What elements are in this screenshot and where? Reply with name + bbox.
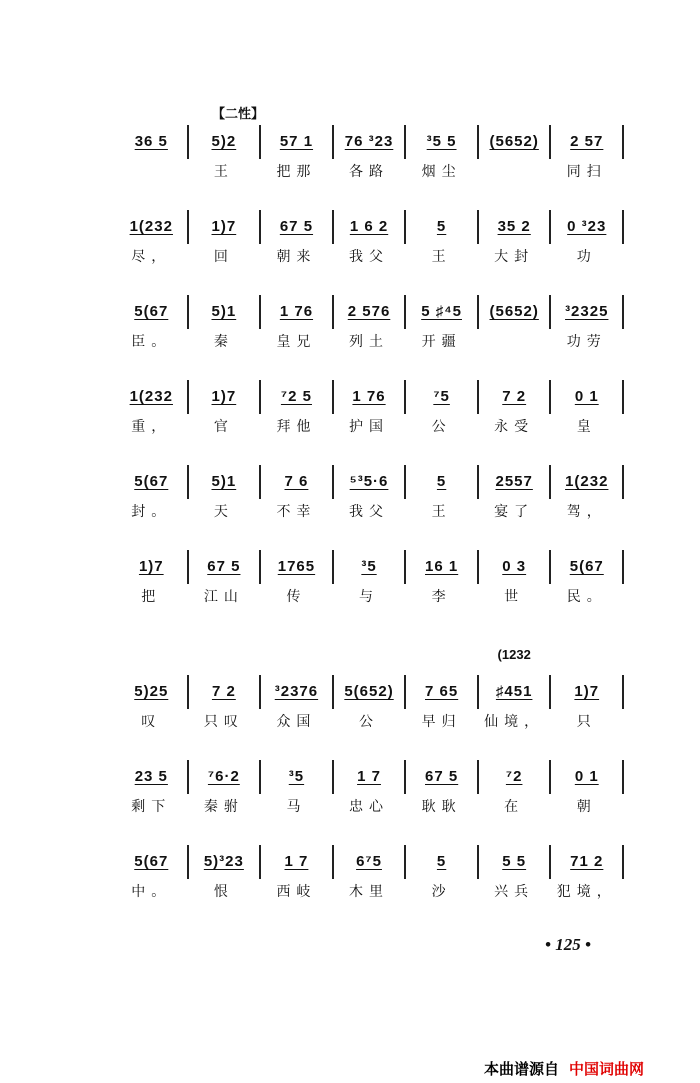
score-line	[116, 380, 624, 450]
measure	[551, 210, 624, 265]
measure	[479, 845, 552, 900]
measure-lyric: 仙境，	[484, 714, 545, 730]
measure-notes: 57 1	[279, 133, 314, 150]
measure-notes: 7 2	[502, 388, 527, 405]
measure	[261, 550, 334, 605]
measure	[479, 295, 552, 329]
measure-notes: ³5	[288, 768, 305, 785]
measure-notes: ³5 5	[426, 133, 457, 150]
measure	[479, 125, 552, 159]
measure-notes: 5)³23	[203, 853, 244, 870]
page-number: • 125 •	[545, 935, 591, 954]
measure-notes: 1(232	[129, 388, 173, 405]
measure-notes: (5652)	[489, 133, 539, 150]
measure	[189, 125, 262, 180]
measure-notes: 1(232	[129, 218, 173, 235]
measure-notes: 1 76	[279, 303, 314, 320]
measure	[406, 210, 479, 265]
measure-notes: 7 65	[425, 683, 459, 700]
measure	[334, 550, 407, 605]
measure-lyric: 王	[431, 249, 452, 265]
measure-notes: 36 5	[134, 133, 168, 150]
measure	[261, 125, 334, 180]
measure-notes: 0 1	[574, 388, 599, 405]
measure-lyric: 世	[504, 589, 525, 605]
measure-notes: ⁷2	[505, 768, 523, 785]
measure-lyric: 朝	[576, 799, 597, 815]
score-line	[116, 845, 624, 915]
measure-lyric: 马	[286, 799, 307, 815]
measure	[116, 845, 189, 900]
measure-lyric: 列土	[349, 334, 390, 350]
measure-notes: 0 1	[574, 768, 599, 785]
measure-lyric: 民。	[566, 589, 607, 605]
measure-lyric: 秦驸	[203, 799, 244, 815]
measure-notes: 6⁷5	[356, 853, 382, 870]
measure-notes: 5 ♯⁴5	[421, 303, 462, 320]
measure	[551, 845, 624, 900]
measure-notes: (5652)	[489, 303, 539, 320]
measure-notes: 5(67	[134, 473, 169, 490]
measure-lyric: 尽，	[131, 249, 172, 265]
measure-notes: 1 7	[284, 853, 309, 870]
measure	[551, 380, 624, 435]
measure-notes: 5	[436, 218, 447, 235]
measure-lyric: 把那	[276, 164, 317, 180]
measure-notes: ⁵³5·6	[349, 473, 389, 490]
measure	[551, 675, 624, 730]
measure-notes: 67 5	[279, 218, 314, 235]
measure-notes: 0 ³23	[567, 218, 607, 235]
measure-lyric: 朝来	[276, 249, 317, 265]
measure-notes: 1765	[277, 558, 316, 575]
footer	[484, 1058, 644, 1079]
measure-notes: 1 7	[357, 768, 381, 785]
measure-notes: 5 5	[502, 853, 527, 870]
measure	[334, 845, 407, 900]
measure-notes: 0 3	[502, 558, 527, 575]
score-line	[116, 550, 624, 620]
measure-lyric: 重，	[131, 419, 172, 435]
measure	[479, 647, 552, 730]
score-line	[116, 210, 624, 280]
measure-notes: ³2325	[565, 303, 609, 320]
measure-notes: 2 576	[347, 303, 391, 320]
measure-notes: 1)7	[211, 218, 237, 235]
measure-lyric: 功劳	[566, 334, 607, 350]
measure-notes: 67 5	[425, 768, 459, 785]
measure-notes: 23 5	[134, 768, 168, 785]
measure-lyric: 回	[213, 249, 234, 265]
measure	[479, 380, 552, 435]
measure	[551, 125, 624, 180]
measure-lyric: 忠心	[349, 799, 390, 815]
footer-source-text: 本曲谱源自	[484, 1060, 560, 1078]
measure-notes: 2557	[495, 473, 533, 490]
measure-notes: ⁷6·2	[207, 768, 240, 785]
measure-lyric: 天	[213, 504, 234, 520]
measure	[406, 760, 479, 815]
measure	[479, 550, 552, 605]
measure	[189, 210, 262, 265]
section-heading: 【二性】	[212, 107, 265, 122]
measure	[189, 550, 262, 605]
measure-lyric: 中。	[131, 884, 172, 900]
measure-notes: 1(232	[565, 473, 609, 490]
score-line	[116, 465, 624, 535]
measure-lyric: 早归	[421, 714, 462, 730]
measure	[261, 465, 334, 520]
measure-notes: 1 76	[352, 388, 386, 405]
measure-lyric: 永受	[494, 419, 535, 435]
measure-lyric: 叹	[141, 714, 162, 730]
measure-notes: 7 6	[284, 473, 309, 490]
measure	[334, 295, 407, 350]
measure	[189, 675, 262, 730]
measure-notes: 5	[436, 853, 447, 870]
measure-notes: 1 6 2	[349, 218, 389, 235]
measure-lyric: 皇兄	[276, 334, 317, 350]
measure	[406, 295, 479, 350]
measure-notes: 1)7	[574, 683, 600, 700]
measure	[189, 760, 262, 815]
measure	[189, 295, 262, 350]
measure	[116, 380, 189, 435]
measure	[261, 380, 334, 435]
measure-lyric: 只叹	[203, 714, 244, 730]
measure-lyric: 各路	[349, 164, 390, 180]
measure-notes: 5	[436, 473, 447, 490]
measure	[334, 675, 407, 730]
measure-lyric: 传	[286, 589, 307, 605]
measure-lyric: 众国	[276, 714, 317, 730]
measure	[261, 210, 334, 265]
measure-lyric: 我父	[349, 504, 390, 520]
measure-annotation: (1232	[497, 647, 531, 662]
measure-lyric: 在	[504, 799, 525, 815]
measure-notes: 5)25	[134, 683, 169, 700]
measure-lyric: 木里	[349, 884, 390, 900]
measure-lyric: 江山	[203, 589, 244, 605]
measure-notes: 76 ³23	[344, 133, 394, 150]
measure	[261, 760, 334, 815]
measure-lyric: 官	[213, 419, 234, 435]
measure	[334, 210, 407, 265]
measure-lyric: 西岐	[276, 884, 317, 900]
measure	[116, 125, 189, 159]
measure-lyric: 拜他	[276, 419, 317, 435]
measure	[551, 295, 624, 350]
measure	[406, 125, 479, 180]
measure-notes: ³5	[361, 558, 377, 575]
measure	[479, 465, 552, 520]
measure	[334, 465, 407, 520]
measure-lyric: 秦	[213, 334, 234, 350]
measure	[116, 760, 189, 815]
measure-notes: ⁷5	[433, 388, 450, 405]
measure	[406, 845, 479, 900]
measure-notes: 7 2	[211, 683, 236, 700]
measure-lyric: 烟尘	[421, 164, 462, 180]
measure	[261, 675, 334, 730]
score-line	[116, 125, 624, 195]
measure-lyric: 恨	[213, 884, 234, 900]
measure-lyric: 剩下	[131, 799, 172, 815]
measure-notes: 5(67	[569, 558, 604, 575]
measure	[334, 760, 407, 815]
measure	[406, 380, 479, 435]
measure	[479, 210, 552, 265]
measure-lyric: 封。	[131, 504, 172, 520]
measure-lyric: 只	[576, 714, 597, 730]
measure	[116, 295, 189, 350]
measure-notes: 5)1	[211, 473, 237, 490]
measure-lyric: 与	[359, 589, 380, 605]
measure	[551, 550, 624, 605]
measure-lyric: 护国	[349, 419, 390, 435]
measure	[116, 465, 189, 520]
measure	[189, 465, 262, 520]
measure-lyric: 不幸	[276, 504, 317, 520]
measure	[551, 465, 624, 520]
measure	[479, 760, 552, 815]
score-line	[116, 760, 624, 830]
measure-lyric: 我父	[349, 249, 390, 265]
measure-notes: 35 2	[497, 218, 531, 235]
measure-notes: 5)1	[211, 303, 237, 320]
measure-notes: ⁷2 5	[280, 388, 312, 405]
measure-notes: 1)7	[211, 388, 237, 405]
measure-lyric: 大封	[494, 249, 535, 265]
measure-lyric: 功	[576, 249, 597, 265]
measure-lyric: 公	[431, 419, 452, 435]
measure-notes: 67 5	[207, 558, 241, 575]
measure-lyric: 王	[213, 164, 234, 180]
measure-lyric: 沙	[431, 884, 452, 900]
measure	[189, 380, 262, 435]
footer-site-link[interactable]: 中国词曲网	[569, 1060, 645, 1078]
measure-lyric: 王	[431, 504, 452, 520]
measure-notes: 5(67	[134, 303, 169, 320]
measure-notes: 2 57	[570, 133, 604, 150]
measure-lyric: 李	[431, 589, 452, 605]
measure-notes: ♯451	[495, 683, 533, 700]
measure-lyric: 公	[359, 714, 380, 730]
measure-lyric: 宴了	[494, 504, 535, 520]
measure-notes: 1)7	[138, 558, 164, 575]
measure-notes: 5(67	[134, 853, 169, 870]
measure	[189, 845, 262, 900]
measure	[116, 210, 189, 265]
measure-lyric: 驾，	[566, 504, 607, 520]
measure-notes: 71 2	[570, 853, 604, 870]
measure-notes: 5(652)	[344, 683, 394, 700]
measure	[116, 550, 189, 605]
measure-notes: 5)2	[211, 133, 237, 150]
measure-lyric: 开疆	[421, 334, 462, 350]
measure	[334, 125, 407, 180]
measure-lyric: 皇	[576, 419, 597, 435]
measure	[406, 550, 479, 605]
measure	[334, 380, 407, 435]
score-line	[116, 647, 624, 745]
measure	[406, 465, 479, 520]
measure	[116, 675, 189, 730]
score-line	[116, 295, 624, 365]
measure-lyric: 臣。	[131, 334, 172, 350]
measure-notes: 16 1	[425, 558, 459, 575]
measure-lyric: 犯境，	[556, 884, 617, 900]
measure	[551, 760, 624, 815]
measure	[261, 295, 334, 350]
measure-lyric: 同扫	[566, 164, 607, 180]
measure-lyric: 兴兵	[494, 884, 535, 900]
measure-notes: ³2376	[274, 683, 319, 700]
measure-lyric: 把	[141, 589, 162, 605]
measure-lyric: 耿耿	[421, 799, 462, 815]
measure	[261, 845, 334, 900]
measure	[406, 675, 479, 730]
